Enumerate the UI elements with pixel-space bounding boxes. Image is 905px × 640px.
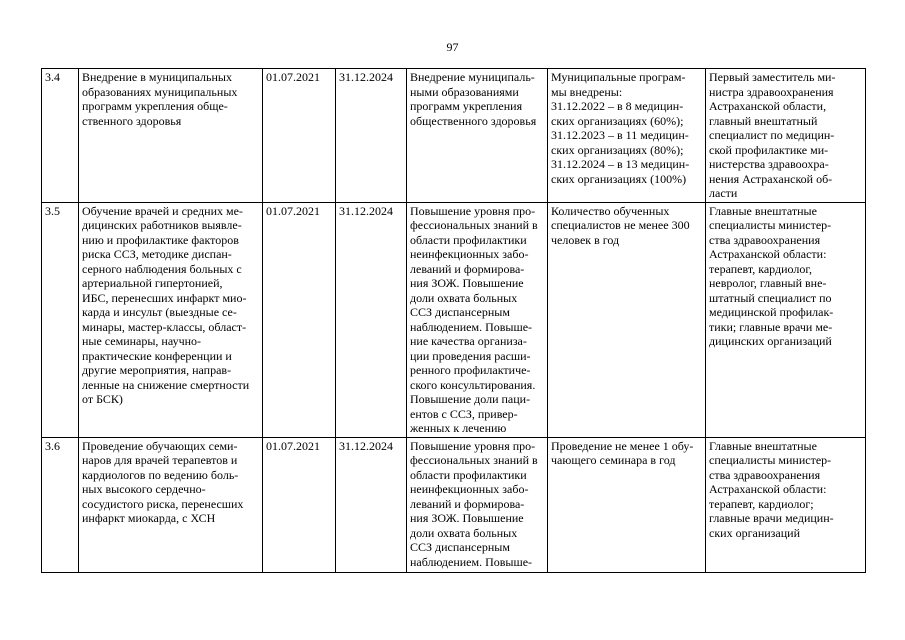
row-number-cell: 3.4 — [42, 69, 79, 203]
cell-text-line: доли охвата больных — [410, 290, 518, 305]
cell-text-line: риска ССЗ, методике диспан- — [82, 247, 232, 261]
cell-text-line: кардиологов по ведению боль- — [82, 467, 239, 482]
table-row — [42, 69, 866, 203]
cell-text-line: ских организациях (100%) — [551, 171, 687, 186]
cell-text-line: 31.12.2022 – в 8 медицин- — [551, 99, 684, 113]
cell-text-line: карда и инсульт (выездные се- — [82, 305, 237, 319]
cell-text-line: ренного профилактиче- — [410, 363, 531, 377]
cell-text-line: Повышение уровня про- — [410, 438, 536, 453]
table-row — [42, 437, 866, 572]
cell-text-line: наблюдением. Повыше- — [410, 319, 533, 334]
cell-text-line: специалист по медицин- — [709, 128, 835, 142]
cell-text-line: практические конференции и — [82, 348, 232, 363]
activity-cell — [79, 202, 263, 437]
cell-text-line: ленные на снижение смертности — [82, 377, 250, 392]
cell-text-line: главные врачи медицин- — [709, 511, 834, 525]
cell-text-line: Повышение доли паци- — [410, 392, 531, 406]
cell-text-line: ными образованиями — [410, 84, 519, 99]
cell-text-line: мы внедрены: — [551, 84, 623, 99]
cell-text-line: ние качества организа- — [410, 334, 527, 348]
cell-text-line: ских организаций — [709, 525, 801, 540]
start-date-cell: 01.07.2021 — [263, 437, 336, 572]
cell-text-line: медицинской профилак- — [709, 305, 834, 319]
cell-text-line: 31.12.2023 – в 11 медицин- — [551, 128, 689, 142]
activity-cell — [79, 69, 263, 203]
cell-text-line: нию и профилактике факторов — [82, 232, 239, 247]
responsible-cell — [706, 69, 866, 203]
cell-text-line: специалистов не менее 300 — [551, 218, 690, 232]
cell-text-line: ства здравоохранения — [709, 232, 821, 247]
expected-result-cell — [407, 437, 548, 572]
cell-text-line: ской профилактике ми- — [709, 142, 829, 157]
cell-text-line: ИБС, перенесших инфаркт мио- — [82, 290, 247, 305]
cell-text-line: другие мероприятия, направ- — [82, 363, 232, 377]
cell-text-line: ства здравоохранения — [709, 467, 821, 482]
cell-text-line: фессиональных знаний в — [410, 453, 538, 467]
cell-text-line: Главные внештатные — [709, 438, 817, 453]
cell-text-line: Главные внештатные — [709, 203, 817, 218]
cell-text-line: программ укрепления — [410, 99, 523, 113]
cell-text-line: ских организациях (80%); — [551, 142, 684, 157]
cell-text-line: неинфекционных забо- — [410, 482, 529, 496]
responsible-cell — [706, 437, 866, 572]
indicator-cell — [548, 69, 706, 203]
cell-text-line: Муниципальные програм- — [551, 70, 686, 84]
cell-text-line: ния ЗОЖ. Повышение — [410, 276, 524, 290]
table-row — [42, 202, 866, 437]
cell-text-line: ния ЗОЖ. Повышение — [410, 511, 524, 525]
plan-table — [41, 68, 866, 573]
cell-text-line: специалисты министер- — [709, 218, 832, 232]
row-number-cell: 3.6 — [42, 437, 79, 572]
cell-text-line: леваний и формирова- — [410, 496, 525, 511]
row-number-cell: 3.5 — [42, 202, 79, 437]
cell-text-line: образованиях муниципальных — [82, 84, 238, 99]
cell-text-line: ских организациях (60%); — [551, 113, 684, 128]
cell-text-line: Астраханской области: — [709, 482, 827, 496]
cell-text-line: области профилактики — [410, 232, 527, 247]
cell-text-line: ции проведения расши- — [410, 348, 531, 363]
end-date-cell: 31.12.2024 — [336, 437, 407, 572]
cell-text-line: Проведение обучающих семи- — [82, 438, 238, 453]
end-date-cell: 31.12.2024 — [336, 69, 407, 203]
cell-text-line: женных к лечению — [410, 421, 507, 435]
indicator-cell — [548, 202, 706, 437]
cell-text-line: Первый заместитель ми- — [709, 70, 836, 84]
start-date-cell: 01.07.2021 — [263, 202, 336, 437]
indicator-cell — [548, 437, 706, 572]
start-date-cell: 01.07.2021 — [263, 69, 336, 203]
cell-text-line: терапевт, кардиолог, — [709, 261, 812, 276]
cell-text-line: сосудистого риска, перенесших — [82, 496, 244, 511]
cell-text-line: ССЗ диспансерным — [410, 305, 510, 319]
cell-text-line: ных высокого сердечно- — [82, 482, 206, 496]
cell-text-line: Количество обученных — [551, 203, 670, 218]
cell-text-line: Обучение врачей и средних ме- — [82, 203, 243, 218]
cell-text-line: штатный специалист по — [709, 290, 832, 305]
cell-text-line: невролог, главный вне- — [709, 276, 827, 290]
cell-text-line: терапевт, кардиолог; — [709, 496, 814, 511]
cell-text-line: человек в год — [551, 232, 620, 247]
cell-text-line: нистра здравоохранения — [709, 84, 834, 99]
cell-text-line: неинфекционных забо- — [410, 247, 529, 261]
cell-text-line: программ укрепления обще- — [82, 99, 228, 113]
cell-text-line: артериальной гипертонией, — [82, 276, 223, 290]
cell-text-line: ные семинары, научно- — [82, 334, 202, 348]
cell-text-line: нистерства здравоохра- — [709, 157, 829, 171]
cell-text-line: Внедрение муниципаль- — [410, 70, 535, 84]
cell-text-line: минары, мастер-классы, област- — [82, 319, 247, 334]
cell-text-line: Повышение уровня про- — [410, 203, 536, 218]
cell-text-line: леваний и формирова- — [410, 261, 525, 276]
cell-text-line: области профилактики — [410, 467, 527, 482]
cell-text-line: ентов с ССЗ, привер- — [410, 406, 518, 421]
cell-text-line: наров для врачей терапевтов и — [82, 453, 238, 467]
cell-text-line: Астраханской области, — [709, 99, 827, 113]
cell-text-line: 31.12.2024 – в 13 медицин- — [551, 157, 690, 171]
cell-text-line: наблюдением. Повыше- — [410, 554, 533, 569]
cell-text-line: специалисты министер- — [709, 453, 832, 467]
cell-text-line: доли охвата больных — [410, 525, 518, 540]
cell-text-line: общественного здоровья — [410, 113, 537, 128]
cell-text-line: тики; главные врачи ме- — [709, 319, 833, 334]
activity-cell — [79, 437, 263, 572]
cell-text-line: ласти — [709, 186, 738, 200]
cell-text-line: нения Астраханской об- — [709, 171, 833, 186]
cell-text-line: главный внештатный — [709, 113, 818, 128]
cell-text-line: Астраханской области: — [709, 247, 827, 261]
cell-text-line: серного наблюдения больных с — [82, 261, 242, 276]
cell-text-line: дицинских организаций — [709, 334, 832, 348]
cell-text-line: фессиональных знаний в — [410, 218, 538, 232]
cell-text-line: Проведение не менее 1 обу- — [551, 438, 694, 453]
cell-text-line: чающего семинара в год — [551, 453, 676, 467]
cell-text-line: ственного здоровья — [82, 113, 182, 128]
expected-result-cell — [407, 69, 548, 203]
cell-text-line: дицинских работников выявле- — [82, 218, 242, 232]
cell-text-line: ССЗ диспансерным — [410, 540, 510, 554]
page-number: 97 — [446, 40, 459, 54]
cell-text-line: ского консультирования. — [410, 377, 536, 392]
cell-text-line: от БСК) — [82, 392, 123, 406]
end-date-cell: 31.12.2024 — [336, 202, 407, 437]
cell-text-line: инфаркт миокарда, с ХСН — [82, 511, 216, 525]
expected-result-cell — [407, 202, 548, 437]
responsible-cell — [706, 202, 866, 437]
cell-text-line: Внедрение в муниципальных — [82, 70, 232, 84]
